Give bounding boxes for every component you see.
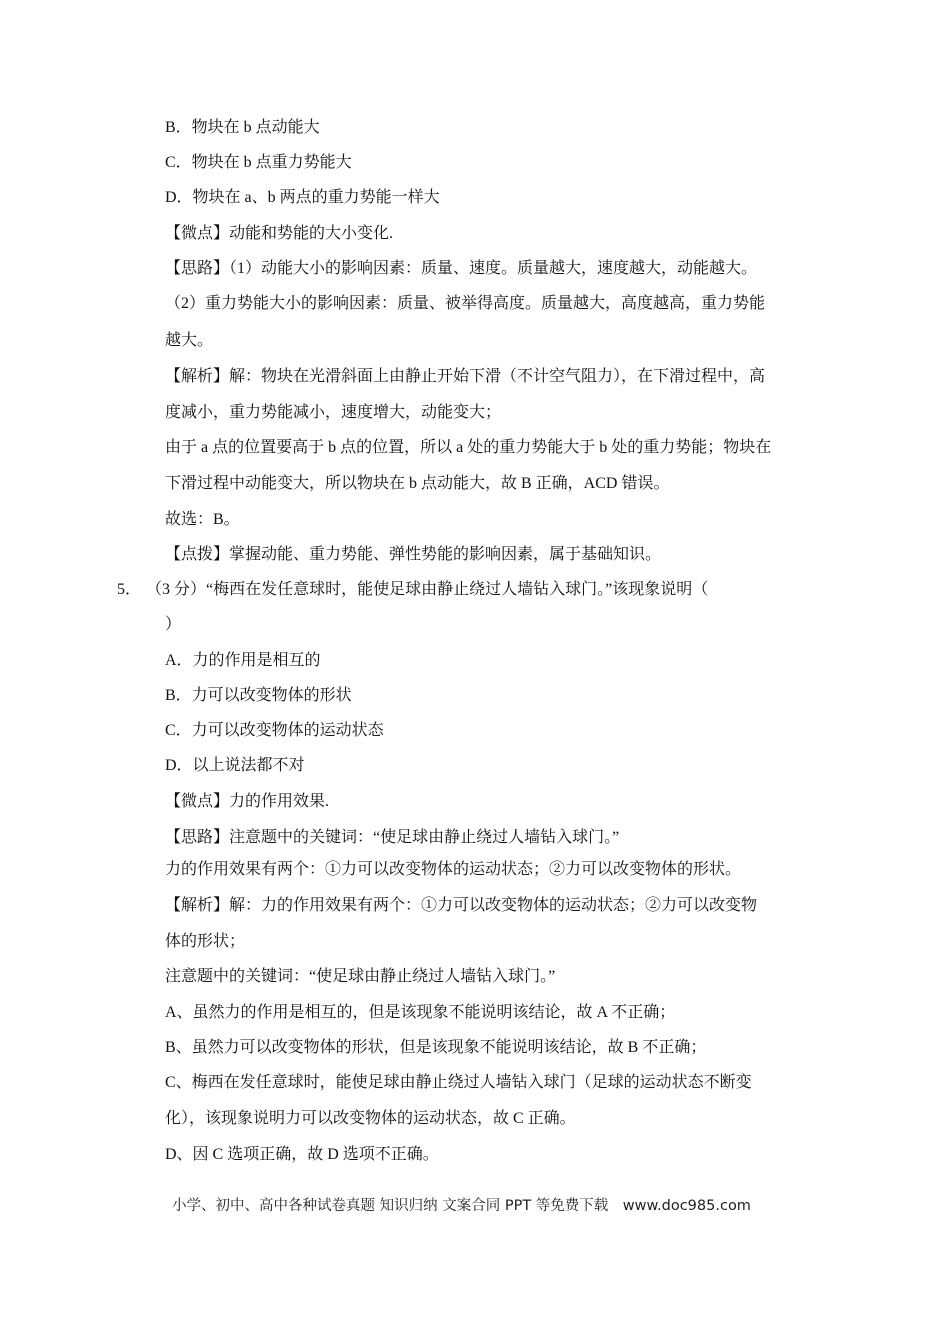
q5-jiexi-line: C、梅西在发任意球时，能使足球由静止绕过人墙钻入球门（足球的运动状态不断变: [165, 1074, 752, 1091]
q5-jiexi-line: A、虽然力的作用是相互的，但是该现象不能说明该结论，故 A 不正确；: [165, 1004, 676, 1021]
q5-option-a: A．力的作用是相互的: [165, 652, 321, 669]
q4-option-b: B．物块在 b 点动能大: [165, 119, 320, 136]
q5-option-c: C．力可以改变物体的运动状态: [165, 722, 384, 739]
q5-option-b: B．力可以改变物体的形状: [165, 687, 352, 704]
q4-jiexi-line: 由于 a 点的位置要高于 b 点的位置，所以 a 处的重力势能大于 b 处的重力势能；物块在: [165, 439, 772, 456]
q4-jiexi-line: 度减小，重力势能减小，速度增大，动能变大；: [165, 404, 502, 421]
q4-silu-line: （2）重力势能大小的影响因素：质量、被举得高度。质量越大，高度越高，重力势能: [165, 295, 766, 312]
q5-weidian: 【微点】力的作用效果.: [165, 793, 330, 810]
q5-jiexi-line: 【解析】解：力的作用效果有两个：①力可以改变物体的运动状态；②力可以改变物: [165, 897, 758, 914]
q5-option-d: D．以上说法都不对: [165, 757, 305, 774]
q5-jiexi-line: 注意题中的关键词：“使足球由静止绕过人墙钻入球门。”: [165, 968, 556, 985]
q5-jiexi-line: 体的形状；: [165, 933, 246, 950]
q5-silu-line: 力的作用效果有两个：①力可以改变物体的运动状态；②力可以改变物体的形状。: [165, 861, 742, 878]
q5-jiexi-line: 化），该现象说明力可以改变物体的运动状态，故 C 正确。: [165, 1110, 576, 1127]
q4-weidian: 【微点】动能和势能的大小变化.: [165, 225, 394, 242]
q5-jiexi-line: D、因 C 选项正确，故 D 选项不正确。: [165, 1146, 439, 1163]
q4-jiexi-line: 【解析】解：物块在光滑斜面上由静止开始下滑（不计空气阻力），在下滑过程中，高: [165, 368, 766, 385]
q4-silu-line: 越大。: [165, 332, 214, 349]
q4-silu-line: 【思路】（1）动能大小的影响因素：质量、速度。质量越大，速度越大，动能越大。: [165, 260, 758, 277]
q4-jiexi-line: 下滑过程中动能变大，所以物块在 b 点动能大，故 B 正确，ACD 错误。: [165, 475, 670, 492]
q4-dianbo: 【点拨】掌握动能、重力势能、弹性势能的影响因素，属于基础知识。: [165, 546, 662, 563]
q5-silu-line: 【思路】注意题中的关键词：“使足球由静止绕过人墙钻入球门。”: [165, 829, 620, 846]
q5-number: 5．: [117, 581, 142, 598]
q4-option-c: C．物块在 b 点重力势能大: [165, 154, 352, 171]
page-footer: 小学、初中、高中各种试卷真题 知识归纳 文案合同 PPT 等免费下载 www.doc985.com: [172, 1198, 751, 1214]
q5-stem-line: ）: [165, 616, 182, 633]
q4-answer: 故选：B。: [165, 511, 240, 528]
q5-stem-line: （3 分）“梅西在发任意球时，能使足球由静止绕过人墙钻入球门。”该现象说明（: [146, 581, 709, 598]
q4-option-d: D．物块在 a、b 两点的重力势能一样大: [165, 189, 440, 206]
q5-jiexi-line: B、虽然力可以改变物体的形状，但是该现象不能说明该结论，故 B 不正确；: [165, 1039, 707, 1056]
